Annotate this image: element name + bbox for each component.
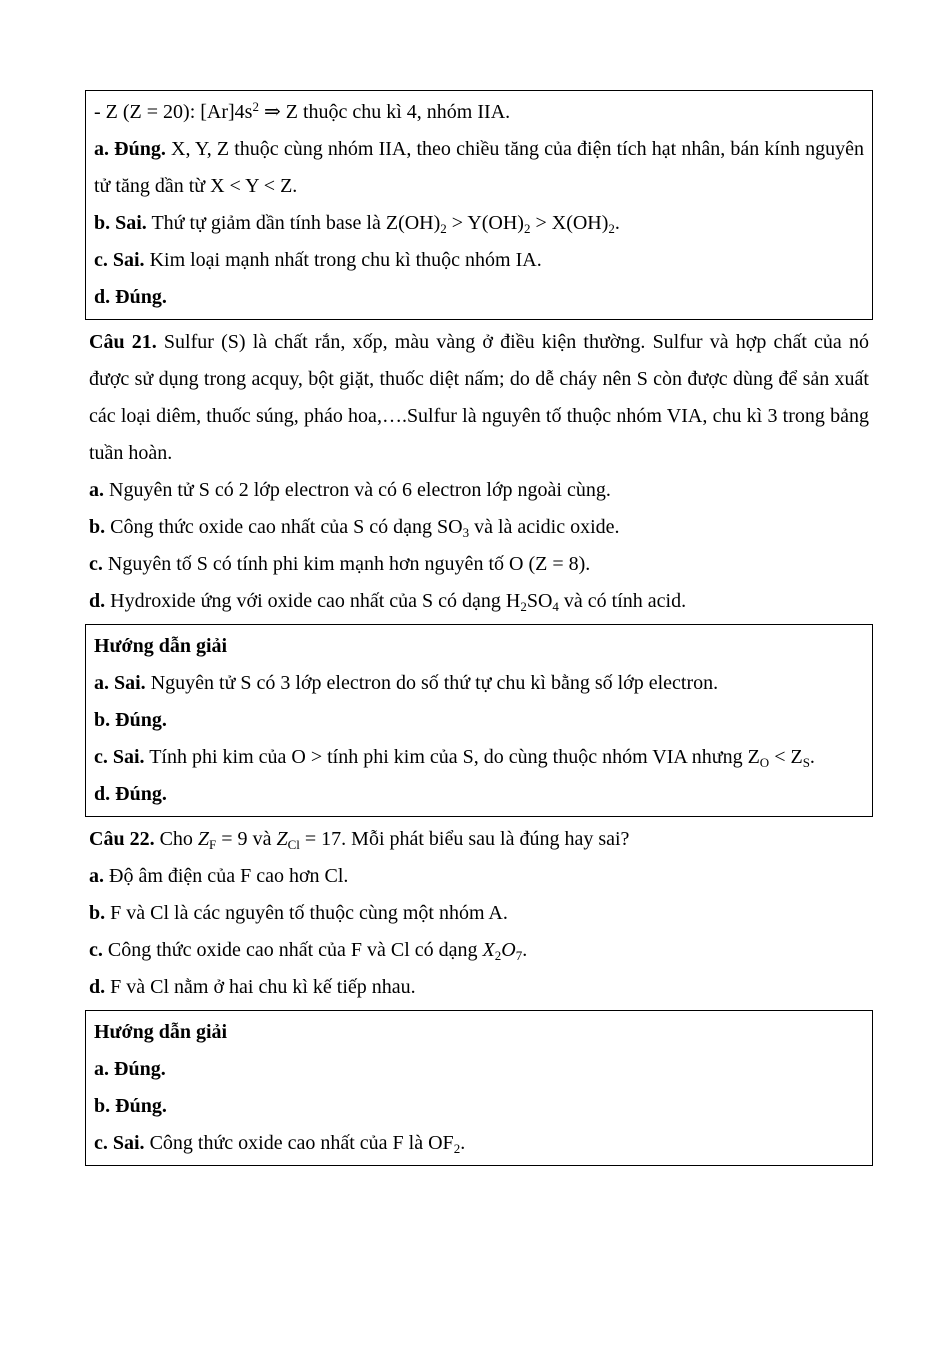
- text-run: > Y(OH): [446, 212, 524, 234]
- text-run: a. Sai.: [94, 672, 146, 694]
- question-21: [85, 320, 873, 624]
- text-run: 2: [523, 221, 531, 236]
- text-run: Nguyên tố S có tính phi kim mạnh hơn nguyên tố O (Z = 8).: [102, 553, 591, 575]
- paragraph: [94, 1125, 864, 1162]
- text-run: X: [482, 939, 495, 961]
- text-run: 2: [494, 948, 502, 963]
- text-run: 3: [462, 525, 470, 540]
- document-page: [85, 90, 873, 1166]
- text-run: Nguyên tử S có 3 lớp electron do số thứ tự chu kì bằng số lớp electron.: [145, 672, 719, 694]
- paragraph: [89, 583, 869, 620]
- text-run: c. Sai.: [94, 746, 145, 768]
- paragraph: [89, 472, 869, 509]
- text-run: c.: [89, 553, 103, 575]
- text-run: 2: [520, 599, 527, 614]
- text-run: Hướng dẫn giải: [94, 635, 228, 657]
- text-run: b. Sai.: [94, 212, 147, 234]
- text-run: Cl: [287, 837, 300, 852]
- text-run: b. Đúng.: [94, 1095, 167, 1117]
- text-run: = 9: [216, 828, 253, 850]
- text-run: Mỗi phát biểu sau là đúng hay sai?: [346, 828, 630, 850]
- text-run: Công thức oxide cao nhất của F và Cl có dạng: [102, 939, 483, 961]
- text-run: d. Đúng.: [94, 286, 167, 308]
- text-run: và có tính acid.: [558, 590, 687, 612]
- text-run: Tính phi kim của O > tính phi kim của S, do cùng thuộc nhóm VIA nhưng Z: [144, 746, 760, 768]
- paragraph: [89, 821, 869, 858]
- solution-box-question-21: [85, 624, 873, 817]
- text-run: - Z (Z = 20): [Ar]4s: [94, 101, 253, 123]
- text-run: Z: [276, 828, 288, 850]
- text-run: F và Cl nằm ở hai chu kì kế tiếp nhau.: [105, 976, 416, 998]
- text-run: O: [501, 939, 516, 961]
- paragraph: [94, 1088, 864, 1125]
- text-run: SO: [526, 590, 553, 612]
- text-run: S: [802, 755, 810, 770]
- paragraph: [94, 1014, 864, 1051]
- text-run: Thứ tự giảm dần tính base là Z(OH): [146, 212, 441, 234]
- text-run: Kim loại mạnh nhất trong chu kì thuộc nhóm IA.: [144, 249, 542, 271]
- text-run: a.: [89, 865, 104, 887]
- text-run: 2: [608, 221, 615, 236]
- text-run: Hydroxide ứng với oxide cao nhất của S có dạng H: [105, 590, 521, 612]
- text-run: d. Đúng.: [94, 783, 167, 805]
- paragraph: [89, 509, 869, 546]
- paragraph: [89, 858, 869, 895]
- paragraph: [94, 702, 864, 739]
- text-run: Hướng dẫn giải: [94, 1021, 228, 1043]
- text-run: c.: [89, 939, 103, 961]
- text-run: ⇒ Z thuộc chu kì 4, nhóm IIA.: [258, 101, 511, 123]
- text-run: Z: [197, 828, 210, 850]
- text-run: b.: [89, 902, 106, 924]
- paragraph: [89, 895, 869, 932]
- text-run: và: [252, 828, 277, 850]
- text-run: 4: [552, 599, 559, 614]
- text-run: 7: [515, 948, 523, 963]
- paragraph: [89, 546, 869, 583]
- text-run: F và Cl là các nguyên tố thuộc cùng một nhóm A.: [105, 902, 508, 924]
- text-run: và là acidic oxide.: [469, 516, 620, 538]
- text-run: d.: [89, 590, 106, 612]
- paragraph: [94, 131, 864, 205]
- text-run: .: [614, 212, 620, 234]
- text-run: a. Đúng.: [94, 138, 166, 160]
- solution-box-question-22: [85, 1010, 873, 1166]
- text-run: c. Sai.: [94, 249, 145, 271]
- text-run: Công thức oxide cao nhất của F là OF: [144, 1132, 454, 1154]
- text-run: b.: [89, 516, 106, 538]
- text-run: < Z: [769, 746, 803, 768]
- paragraph: [89, 932, 869, 969]
- paragraph: [94, 279, 864, 316]
- paragraph: [94, 94, 864, 131]
- paragraph: [94, 1051, 864, 1088]
- paragraph: [89, 324, 869, 472]
- text-run: .: [460, 1132, 466, 1154]
- text-run: Câu 21.: [89, 331, 157, 353]
- text-run: Câu 22.: [89, 828, 155, 850]
- text-run: = 17.: [299, 828, 347, 850]
- paragraph: [94, 628, 864, 665]
- text-run: .: [522, 939, 528, 961]
- paragraph: [89, 969, 869, 1006]
- text-run: Công thức oxide cao nhất của S có dạng SO: [105, 516, 463, 538]
- text-run: 2: [440, 221, 447, 236]
- text-run: b. Đúng.: [94, 709, 167, 731]
- text-run: .: [809, 746, 815, 768]
- text-run: 2: [252, 99, 259, 114]
- text-run: 2: [453, 1141, 461, 1156]
- paragraph: [94, 242, 864, 279]
- text-run: a. Đúng.: [94, 1058, 166, 1080]
- paragraph: [94, 665, 864, 702]
- text-run: a.: [89, 479, 104, 501]
- text-run: F: [209, 837, 217, 852]
- paragraph: [94, 205, 864, 242]
- question-22: [85, 817, 873, 1010]
- text-run: Cho: [154, 828, 198, 850]
- text-run: O: [759, 755, 770, 770]
- text-run: Nguyên tử S có 2 lớp electron và có 6 electron lớp ngoài cùng.: [104, 479, 611, 501]
- text-run: Sulfur (S) là chất rắn, xốp, màu vàng ở điều kiện thường. Sulfur và hợp chất của nó được sử dụng trong acquy, bột giặt, thuốc diệt nấm; do dễ cháy nên S còn được dùng để sản xuất các loại diêm, thuốc súng, pháo hoa,….Sulfur là nguyên tố thuộc nhóm VIA, chu kì 3 trong bảng tuần hoàn.: [89, 331, 869, 464]
- paragraph: [94, 776, 864, 813]
- text-run: Độ âm điện của F cao hơn Cl.: [104, 865, 349, 887]
- paragraph: [94, 739, 864, 776]
- text-run: c. Sai.: [94, 1132, 145, 1154]
- text-run: > X(OH): [530, 212, 609, 234]
- solution-box-previous-question: [85, 90, 873, 320]
- text-run: X, Y, Z thuộc cùng nhóm IIA, theo chiều tăng của điện tích hạt nhân, bán kính nguyên tử tăng dần từ X < Y < Z.: [94, 138, 864, 197]
- text-run: d.: [89, 976, 106, 998]
